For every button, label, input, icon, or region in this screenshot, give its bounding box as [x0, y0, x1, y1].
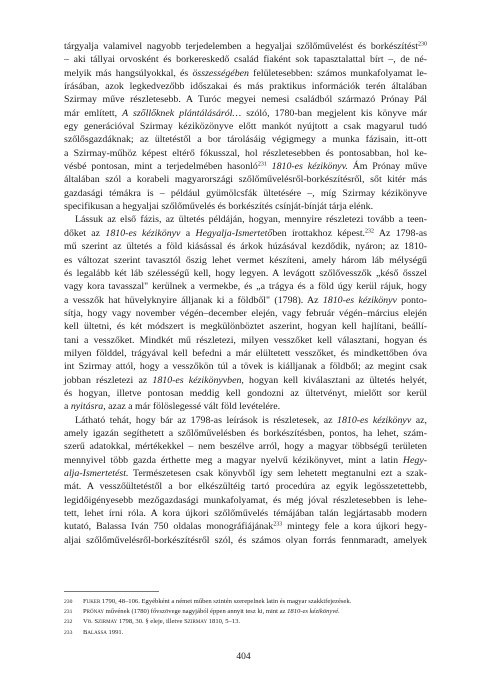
- italic-text: 1810-es kézikönyvben,: [152, 374, 244, 386]
- footnote-number: 232: [64, 619, 73, 626]
- cited-author: Fuker: [83, 598, 101, 605]
- text-line: gazdasági témákra is – például gyümölcsfák ültetésére –, míg Szirmay kézikönyve: [64, 187, 427, 199]
- text-line: Lássuk az első fázis, az ültetés példáján, hogyan, mennyire részletezi tovább a teen-: [75, 214, 427, 226]
- text-line: vésbé pontosan, mint a terjedelmében hasonló$^{231}$ 1810-es kézikönyv. Ám Prónay műve: [64, 161, 427, 173]
- text-line: tárgyalja valamivel nagyobb terjedelemben a hegyaljai szőlőművelést és borkészítést$^{230}$: [64, 41, 427, 52]
- body-text: [64, 40, 427, 547]
- text-line: kell ültetni, és két módszert is megkülönböztet aszerint, hogyan kell hajlítani, beállí-: [64, 321, 427, 333]
- text-line: amely igazán segíthetett a szőlőművelésben és borkészítésben, pontos, ha lehet, szám-: [64, 427, 427, 439]
- text-line: aljai szőlőművelésről-borkészítésről szól, és számos olyan forrás fennmaradt, amelyek: [64, 534, 427, 546]
- text-line: alja-Ismertetést. Természetesen csak könyvből így sem lehetett megtanulni ezt a szak-: [64, 468, 427, 479]
- footnotes: [64, 597, 427, 638]
- text-line: dőket az 1810-es kézikönyv a Hegyalja-Ismertetőben írottakhoz képest.$^{232}$ Az 1798-as: [64, 227, 427, 239]
- text-line: szerű adatokkal, mértékekkel – nem beszélve arról, hogy a magyar többségű területen: [64, 441, 427, 453]
- text-line: mű szerint az ültetés a föld kiásással és árkok húzásával kezdődik, nyáron; az 1810-: [64, 241, 427, 253]
- text-line: írásában, azok legkedvezőbb időszakai és más praktikus információk terén általában: [64, 81, 427, 93]
- footnote-ref[interactable]: 233: [273, 521, 283, 528]
- italic-text: nyitásra: [70, 401, 104, 413]
- text-line: tett, lehet írni róla. A kora újkori szőlőművelés témájában talán legjártasabb modern: [64, 508, 427, 520]
- italic-text: Hegyalja-Ismertető: [195, 227, 273, 239]
- footnote: 230 Fuker 1790, 48–106. Egyébként a német műben szintén szerepelnek latin és magyar szakkifejezések.: [64, 597, 427, 607]
- italic-text: 1810-es kézikönyv: [322, 294, 397, 306]
- text-line: legidőigényesebb mezőgazdasági munkafolyamat, és még jóval részletesebben is lehe-: [64, 494, 427, 506]
- text-line: már említett, A szőllőknek plántálásáról… szóló, 1780-ban megjelent kis könyve már: [64, 107, 427, 119]
- footnote-number: 233: [64, 629, 73, 636]
- text-line: a vesszők hat hüvelyknyire álljanak ki a földből" (1798). Az 1810-es kézikönyv ponto-: [64, 294, 427, 306]
- text-line: kutató, Balassa Iván 750 oldalas monográfiájának$^{233}$ mintegy fele a kora újkori hegy-: [64, 521, 427, 533]
- cited-author: Szirmay: [184, 618, 208, 626]
- text-line: int Szirmay attól, hogy a vesszőkön túl a tövek is kiálljanak a földből; az megint csak: [64, 361, 427, 373]
- italic-text: A szőllőknek plántálásáról…: [122, 107, 242, 119]
- italic-text: alja-Ismertetést.: [64, 468, 129, 479]
- text-line: Szirmay műve részletesebb. A Turóc megyei nemesi családból származó Prónay Pál: [64, 94, 427, 106]
- text-line: a nyitásra, azaz a már fölöslegessé vált föld levételére.: [64, 401, 281, 413]
- text-line: milyen földdel, trágyával kell befedni a már elültetett vesszőket, és mindkettőben óva: [64, 347, 427, 359]
- footnote-ref[interactable]: 230: [418, 41, 427, 48]
- cited-author: Szirmay: [94, 618, 118, 626]
- text-line: egy generációval Szirmay kéziközönyve előtt mankót nyújtott a csak magyarul tudó: [64, 121, 427, 133]
- footnote-rule: [64, 591, 159, 592]
- text-line: vagy kora tavasszal" kerülnek a vermekbe, és „a trágya és a föld úgy kerül rájuk, hogy: [64, 281, 427, 293]
- text-line: es változat szerint tavasztól őszig lehet vermet készíteni, amely három láb mélységű: [64, 254, 427, 266]
- cited-author: Balassa: [83, 628, 107, 636]
- italic-text: Hegy-: [402, 454, 427, 466]
- text-line: jobban részletezi az 1810-es kézikönyvben, hogyan kell kiválasztani az ültetés helyét,: [64, 374, 427, 386]
- text-line: szőlősgazdáknak; az ültetéstől a bor tárolásáig végigmegy a munka fázisain, itt-ott: [64, 134, 427, 146]
- italic-text: 1810-es kézikönyv: [105, 227, 181, 239]
- footnote: 231 Prónay művének (1780) fővszövege nagyjából éppen annyit tesz ki, mint az 1810-es kézikönyvé.: [64, 607, 427, 617]
- text-line: tani a vesszőket. Mindkét mű részletezi, milyen vesszőket kell választani, hogyan és: [64, 334, 427, 346]
- text-line: Látható tehát, hogy bár az 1798-as leírások is részletesek, az 1810-es kézikönyv az,: [75, 414, 427, 426]
- footnote: 232 Vö. Szirmay 1798, 30. § eleje, illetve Szirmay 1810, 5–13.: [64, 617, 427, 627]
- cited-author: Prónay: [83, 608, 104, 616]
- footnote-number: 230: [64, 599, 73, 605]
- footnote: 233 Balassa 1991.: [64, 628, 427, 638]
- text-line: és hogyan, illetve pontosan meddig kell gondozni az ültetvényt, mielőtt sor kerül: [64, 387, 427, 399]
- text-line: melyik más hangsúlyokkal, és összességében felületesebben: számos munkafolyamat le-: [64, 67, 428, 79]
- footnote-number: 231: [64, 609, 73, 616]
- text-line: specifikusan a hegyaljai szőlőművelés és borkészítés csínját-bínját tárja elénk.: [64, 201, 374, 213]
- text-line: mát. A vesszőültetéstől a bor elkészültéig tartó procedúra az egyik legösszetettebb,: [64, 481, 427, 493]
- text-line: a Szirmay-műhöz képest eltérő fókusszal, hol részletesebben és pontosabban, hol ke-: [64, 147, 427, 159]
- text-line: sítja, hogy vagy november végén–december elején, vagy február végén–március elején: [64, 307, 427, 319]
- italic-text: 1810-es kézikönyv: [337, 414, 412, 426]
- page-number: 404: [236, 652, 251, 662]
- text-line: és legalább két láb szélességű kell, hogy legyen. A levágott szőlővesszők „késő ősszel: [64, 267, 427, 279]
- italic-text: 1810-es kézikönyv.: [271, 161, 348, 173]
- text-line: általában szól a korabeli magyarországi szőlőművelésről-borkészítésről, sőt kitér más: [64, 174, 427, 186]
- text-line: mennyivel több gazda érthette meg a magyar nyelvű kézikönyvet, mint a latin Hegy-: [64, 454, 427, 466]
- footnote-ref[interactable]: 231: [257, 161, 267, 168]
- italic-text: összességében: [192, 67, 249, 79]
- italic-text: 1810-es kézikönyvé.: [287, 608, 340, 616]
- text-line: – aki tállyai orvosként és borkereskedő család fiaként sok tapasztalattal bírt –, de né-: [64, 54, 427, 66]
- footnote-ref[interactable]: 232: [365, 228, 375, 235]
